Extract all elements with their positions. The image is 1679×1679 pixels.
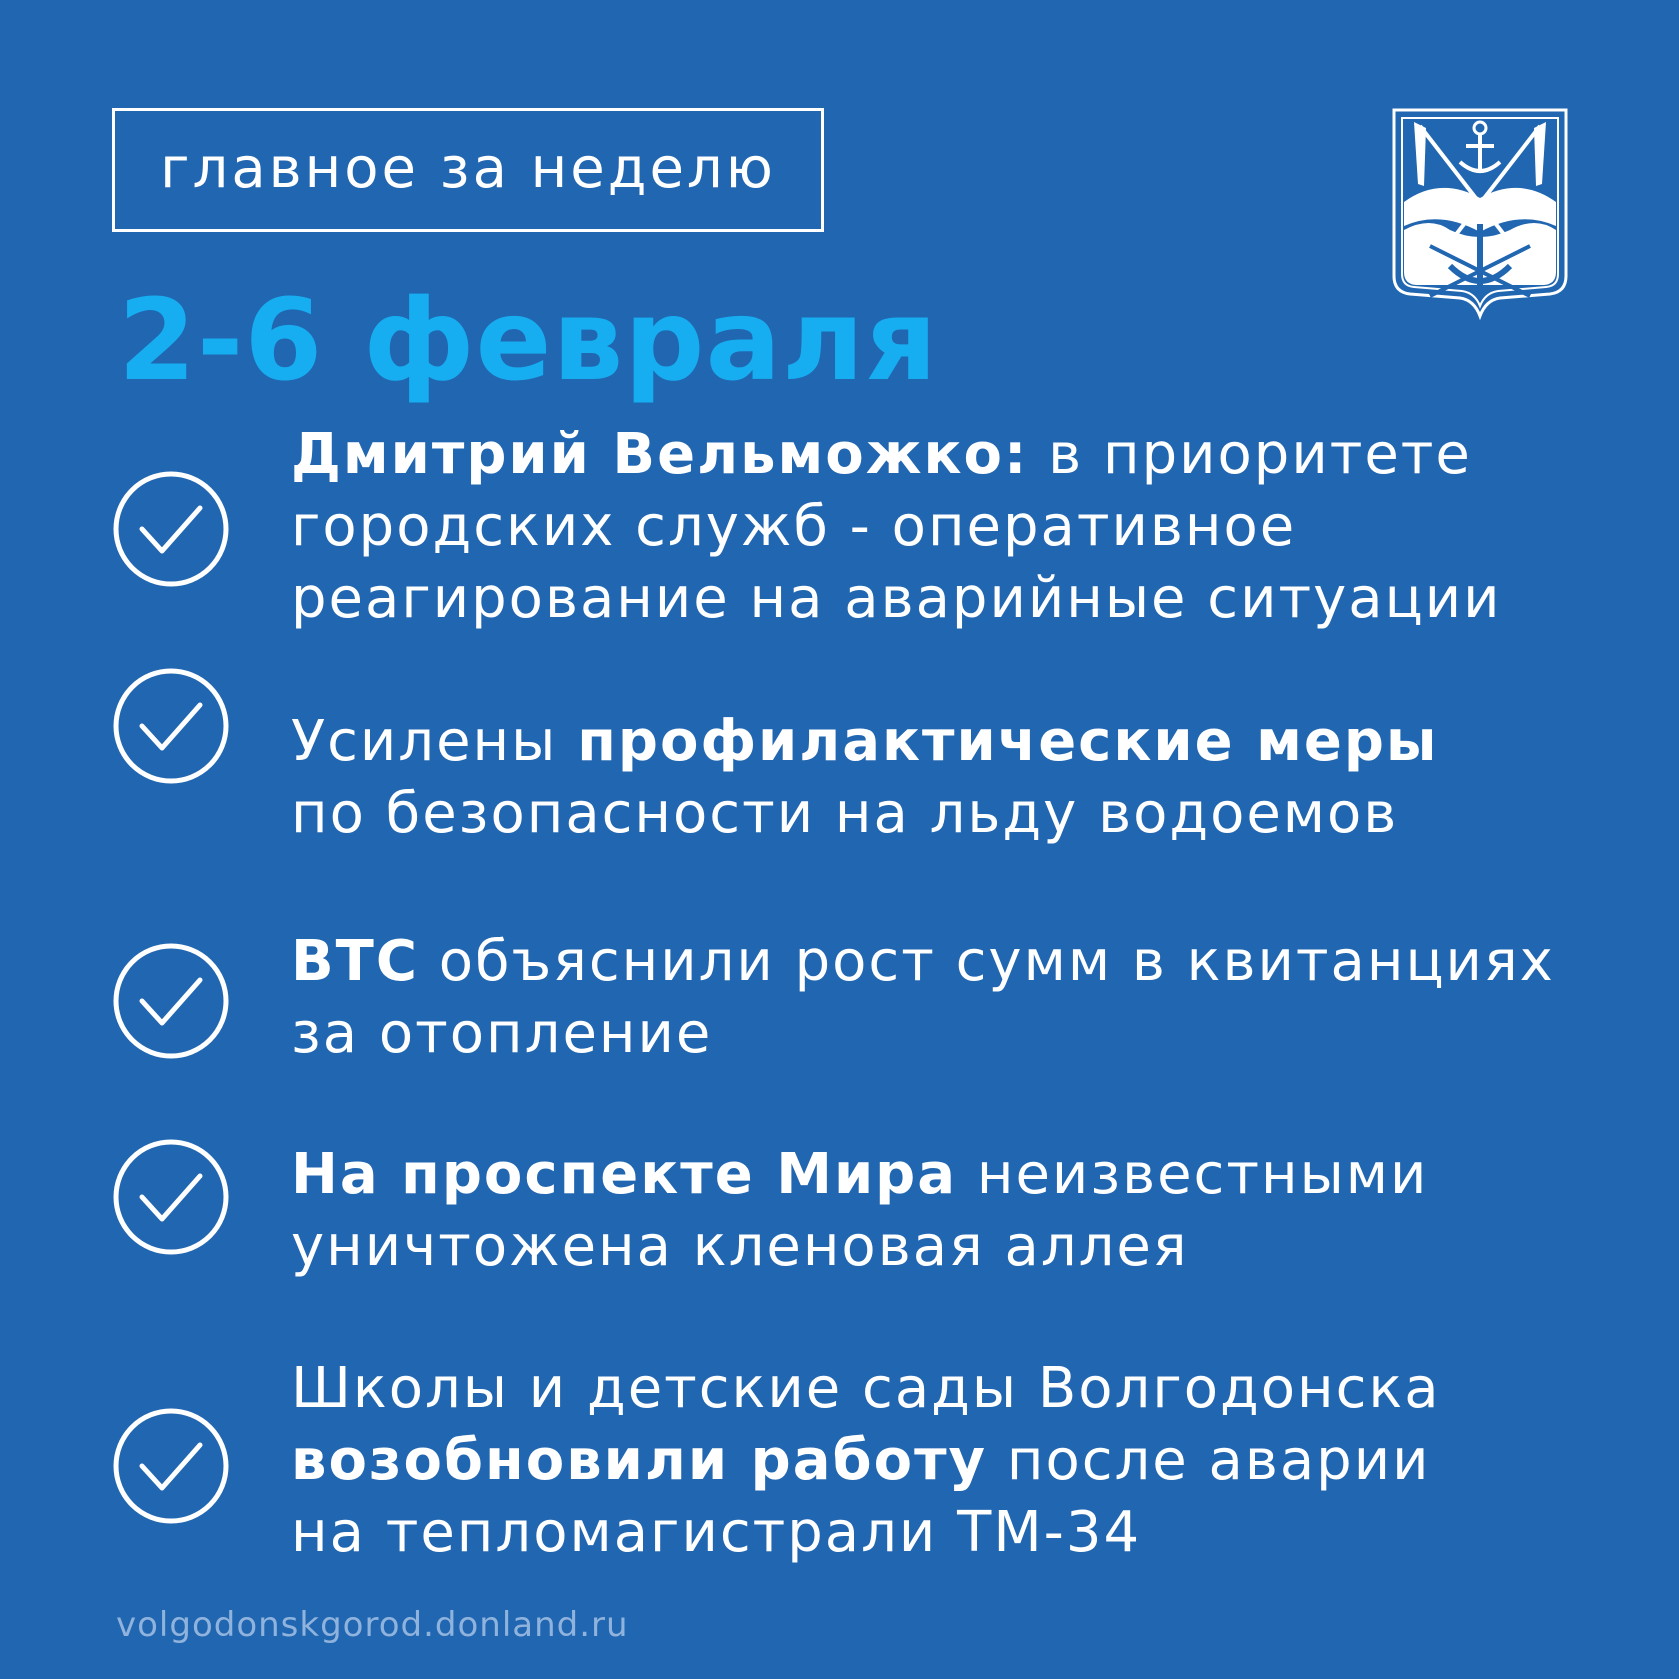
- check-circle-icon: [112, 1407, 230, 1525]
- check-circle-icon: [112, 667, 230, 785]
- check-circle-icon: [112, 1138, 230, 1256]
- news-item-1: [291, 419, 1591, 635]
- check-circle-icon: [112, 470, 230, 588]
- news-item-4-line-1: [291, 1139, 1591, 1211]
- news-item-1-bold: Дмитрий Вельможко:: [291, 422, 1029, 487]
- footer-url: volgodonskgorod.donland.ru: [116, 1605, 629, 1645]
- news-item-3-line-2: за отопление: [291, 1001, 713, 1066]
- news-item-2-bold: профилактические меры: [577, 709, 1439, 774]
- news-item-1-rest: в приоритете: [1028, 422, 1472, 487]
- news-item-3-bold: ВТС: [291, 929, 419, 994]
- news-item-4-line-2: уничтожена кленовая аллея: [291, 1214, 1189, 1279]
- news-item-5-line-1: Школы и детские сады Волгодонска: [291, 1356, 1441, 1421]
- news-item-3-line-1: [291, 926, 1591, 998]
- news-item-5-line-2: [291, 1425, 1591, 1497]
- header-label: главное за неделю: [160, 135, 776, 201]
- news-item-2-pre: Усилены: [291, 709, 578, 774]
- news-item-3-rest: объяснили рост сумм в квитанциях: [418, 929, 1555, 994]
- news-item-4-bold: На проспекте Мира: [291, 1142, 958, 1207]
- check-circle-icon: [112, 942, 230, 1060]
- news-item-1-line-2: городских служб - оперативное: [291, 494, 1297, 559]
- date-title: 2-6 февраля: [118, 276, 938, 406]
- news-item-1-line-1: [291, 419, 1591, 491]
- news-item-5-bold: возобновили работу: [291, 1428, 988, 1493]
- news-item-5-rest: после аварии: [987, 1428, 1431, 1493]
- news-item-1-line-3: реагирование на аварийные ситуации: [291, 566, 1502, 631]
- news-item-4-rest: неизвестными: [957, 1142, 1429, 1207]
- news-item-5: [291, 1353, 1591, 1569]
- news-item-2-line-1: [291, 706, 1591, 778]
- header-box: [112, 108, 824, 232]
- news-item-5-line-3: на тепломагистрали ТМ-34: [291, 1500, 1142, 1565]
- news-item-4: [291, 1139, 1591, 1283]
- news-item-2: [291, 706, 1591, 850]
- coat-of-arms-anchor-icon: [1390, 106, 1570, 320]
- news-item-2-line-2: по безопасности на льду водоемов: [291, 781, 1399, 846]
- news-item-3: [291, 926, 1591, 1070]
